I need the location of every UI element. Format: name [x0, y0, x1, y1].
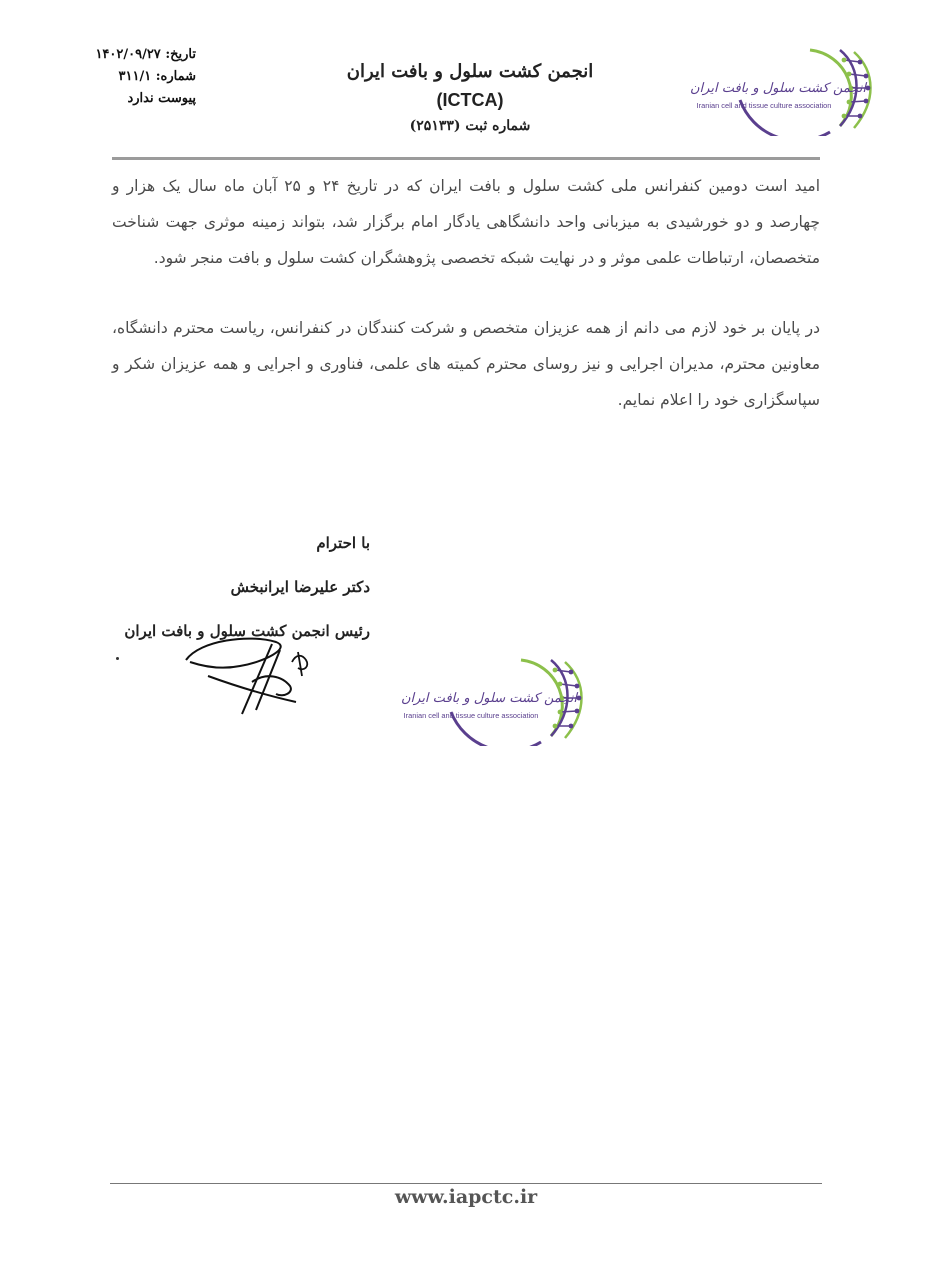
letterhead-title — [300, 58, 640, 138]
association-stamp-logo — [395, 650, 587, 746]
body-paragraph-1: امید است دومین کنفرانس ملی کشت سلول و بافت ایران که در تاریخ ۲۴ و ۲۵ آبان ماه سال یک هزار و چهارصد و دو خورشیدی به میزبانی واحد دانشگاهی یادگار امام برگزار شد، بتواند زمینه موثری جهت شناخت متخصصان، ارتباطات علمی موثر و در نهایت شبکه تخصصی پژوهشگران کشت سلول و بافت منجر شود. — [112, 177, 820, 267]
svg-text:Iranian cell and tissue cultur: Iranian cell and tissue culture association — [403, 711, 539, 720]
body-paragraph-2: در پایان بر خود لازم می دانم از همه عزیزان متخصص و شرکت کنندگان در کنفرانس، ریاست محترم دانشگاه، معاونین محترم، مدیران اجرایی و نیز روسای محترم کمیته های علمی، فناوری و اجرایی و همه عزیزان شکر و سپاسگزاری خود را اعلام نمایم. — [112, 319, 820, 409]
stray-dot — [116, 657, 119, 660]
letter-date: تاریخ: ۱۴۰۲/۰۹/۲۷ — [95, 47, 196, 62]
letter-number: شماره: ۳۱۱/۱ — [118, 69, 196, 84]
org-name: انجمن کشت سلول و بافت ایران — [346, 61, 594, 82]
association-logo — [690, 40, 875, 136]
letter-body — [112, 168, 820, 418]
header-divider — [112, 157, 820, 160]
dna-logo-icon — [395, 650, 587, 746]
registration-number: شماره ثبت (۲۵۱۳۳) — [409, 118, 531, 134]
footer-divider — [110, 1183, 822, 1184]
letter-attachment: پیوست ندارد — [127, 91, 196, 106]
handwritten-signature — [180, 632, 320, 722]
svg-text:انجمن کشت سلول و بافت ایران: انجمن کشت سلول و بافت ایران — [690, 81, 867, 96]
dna-logo-icon — [690, 40, 875, 136]
svg-text:Iranian cell and tissue cultur: Iranian cell and tissue culture association — [696, 101, 832, 110]
signer-title: رئیس انجمن کشت سلول و بافت ایران — [124, 622, 370, 640]
signer-name: دکتر علیرضا ایرانبخش — [230, 578, 370, 596]
closing-regards: با احترام — [316, 534, 370, 552]
signature-icon — [180, 632, 320, 722]
footer-website[interactable]: www.iapctc.ir — [394, 1186, 538, 1208]
letter-meta — [60, 44, 196, 110]
org-abbreviation: (ICTCA) — [436, 90, 504, 110]
svg-text:انجمن کشت سلول و بافت ایران: انجمن کشت سلول و بافت ایران — [400, 691, 578, 706]
